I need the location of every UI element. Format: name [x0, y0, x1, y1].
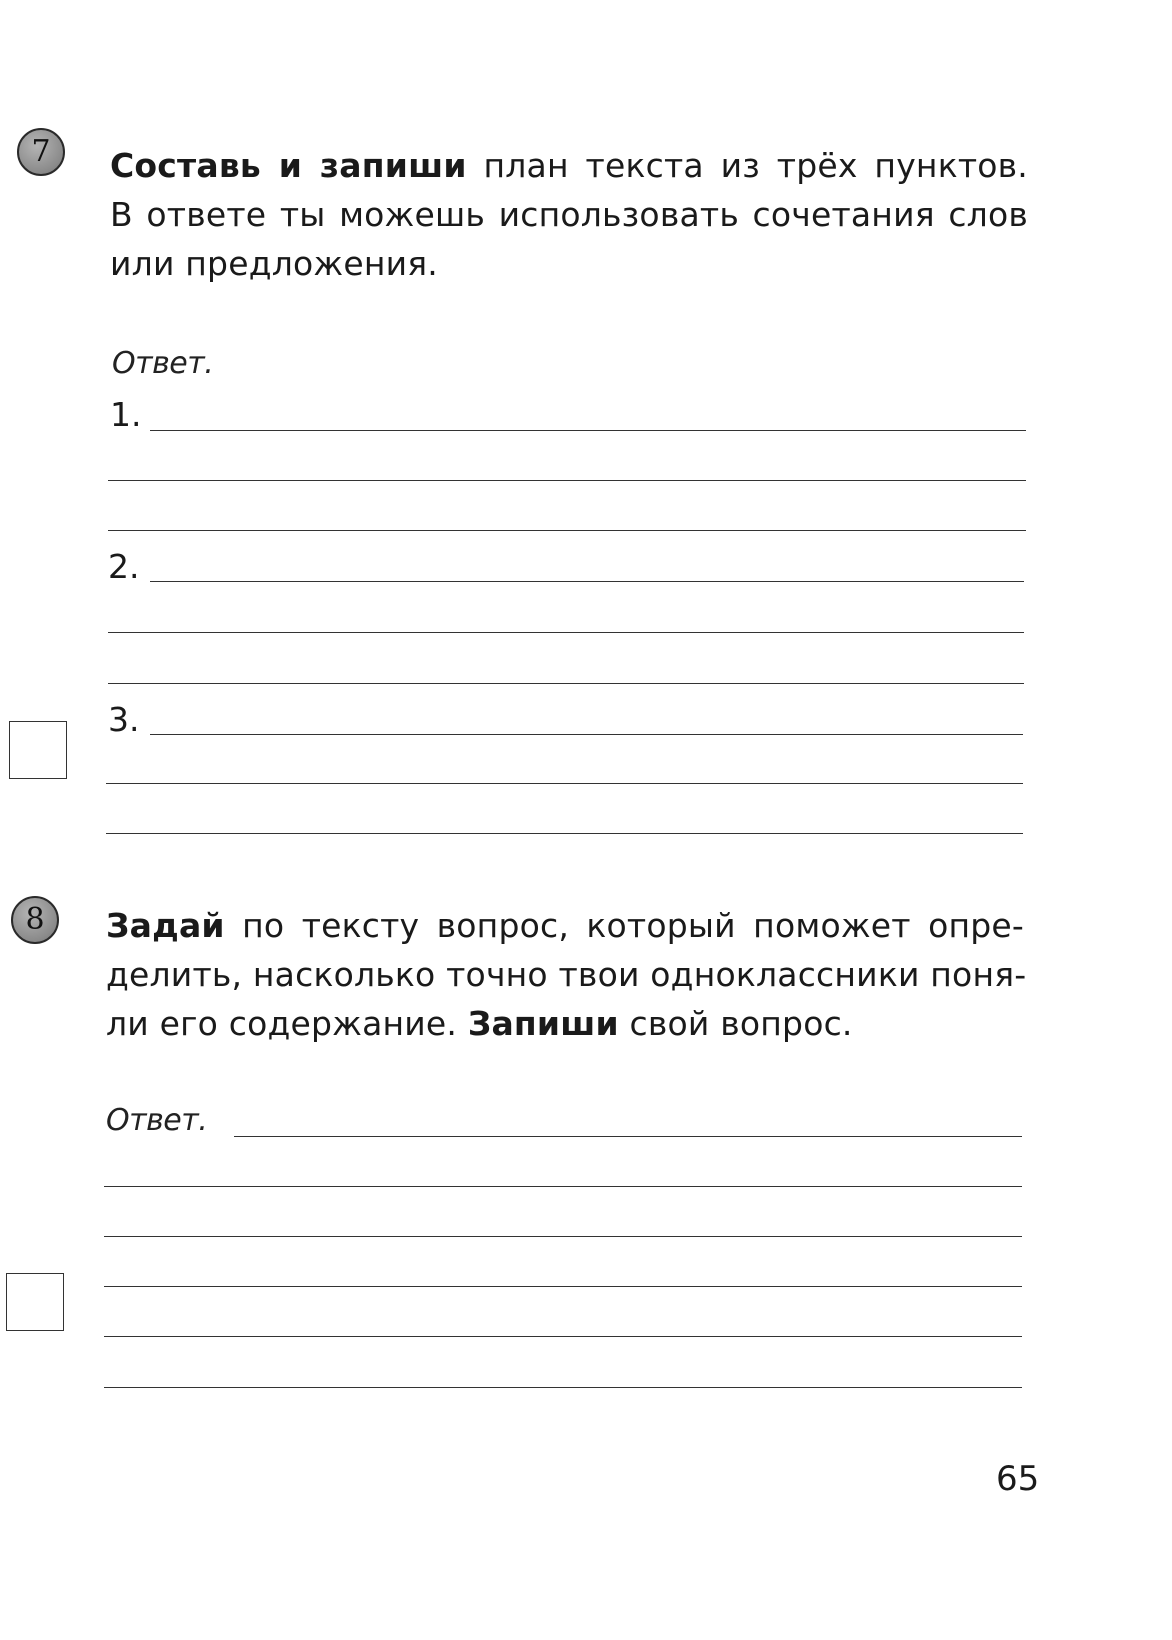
task-7-item-3-line-2[interactable]	[106, 783, 1023, 784]
task-7-item-2-label: 2.	[108, 547, 140, 586]
task-7-score-box[interactable]	[9, 721, 67, 779]
task-8-number-badge	[11, 896, 59, 944]
task-7-line-1: Составь и запиши план текста из трёх пунктов.	[110, 146, 1028, 185]
task-7-item-3-line-1[interactable]	[150, 734, 1023, 735]
task-7-item-2-line-1[interactable]	[150, 581, 1024, 582]
task-7-item-1-label: 1.	[110, 395, 142, 434]
task-7-answer-label: Ответ.	[112, 346, 214, 381]
task-8-bold-verb-2: Запиши	[467, 1004, 619, 1043]
task-8-line-1: Задай по тексту вопрос, который поможет опре-	[106, 906, 1024, 945]
task-7-item-3-line-3[interactable]	[106, 833, 1023, 834]
task-7-item-3-label: 3.	[108, 700, 140, 739]
task-8-answer-line-2[interactable]	[104, 1186, 1022, 1187]
page-number: 65	[996, 1459, 1040, 1499]
task-7-item-1-line-2[interactable]	[108, 480, 1026, 481]
task-8-number: 8	[25, 902, 45, 937]
task-7-number-badge	[17, 128, 65, 176]
task-8-line-3: ли его содержание. Запиши свой вопрос.	[106, 1004, 853, 1043]
task-8-answer-line-3[interactable]	[104, 1236, 1022, 1237]
task-8-answer-label: Ответ.	[106, 1103, 208, 1138]
task-8-answer-line-5[interactable]	[104, 1336, 1022, 1337]
task-7-item-1-line-1[interactable]	[150, 430, 1026, 431]
task-8-line-2: делить, насколько точно твои одноклассники поня-	[106, 955, 1027, 994]
task-8-score-box[interactable]	[6, 1273, 64, 1331]
task-8-answer-line-4[interactable]	[104, 1286, 1022, 1287]
task-8-instruction	[106, 901, 1027, 1048]
task-7-number: 7	[31, 134, 51, 169]
task-8-answer-line-1[interactable]	[234, 1136, 1022, 1137]
task-7-bold-verbs: Составь и запиши	[110, 146, 467, 185]
task-7-instruction	[110, 141, 1028, 288]
task-7-item-2-line-3[interactable]	[108, 683, 1024, 684]
task-8-answer-line-6[interactable]	[104, 1387, 1022, 1388]
task-7-line-3: или предложения.	[110, 244, 438, 283]
task-8-bold-verb: Задай	[106, 906, 225, 945]
task-7-item-1-line-3[interactable]	[108, 530, 1026, 531]
task-7-item-2-line-2[interactable]	[108, 632, 1024, 633]
task-7-line-2: В ответе ты можешь использовать сочетания слов	[110, 195, 1028, 234]
